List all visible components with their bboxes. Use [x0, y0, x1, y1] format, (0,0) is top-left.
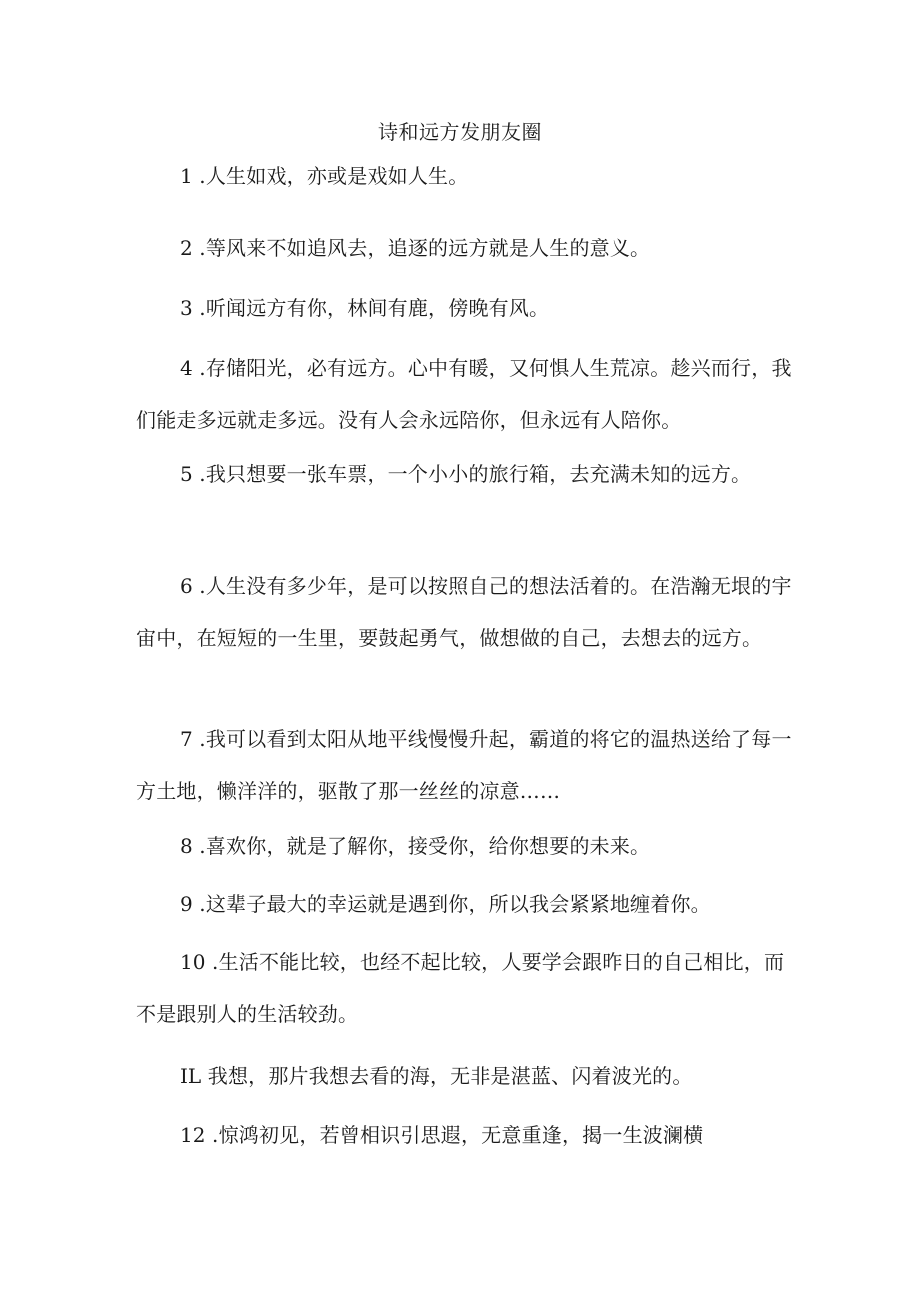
- item-text: 我想，那片我想去看的海，无非是湛蓝、闪着波光的。: [207, 1064, 693, 1088]
- list-item-7: 7 .我可以看到太阳从地平线慢慢升起，霸道的将它的温热送给了每一方土地，懒洋洋的，驱散了那一丝丝的凉意……: [136, 727, 792, 803]
- item-text: 惊鸿初见，若曾相识引思遐，无意重逢，揭一生波澜横: [218, 1123, 704, 1147]
- item-number: 7: [180, 727, 193, 751]
- item-number: 3: [180, 296, 193, 320]
- list-item-6: 6 .人生没有多少年，是可以按照自己的想法活着的。在浩瀚无垠的宇宙中，在短短的一生里，要鼓起勇气，做想做的自己，去想去的远方。: [136, 574, 792, 650]
- item-number: 2: [180, 236, 193, 260]
- item-text: 等风来不如追风去，追逐的远方就是人生的意义。: [205, 236, 651, 260]
- item-text: 喜欢你，就是了解你，接受你，给你想要的未来。: [205, 834, 651, 858]
- item-text: 听闻远方有你，林间有鹿，傍晚有风。: [205, 296, 550, 320]
- list-item-8: 8 .喜欢你，就是了解你，接受你，给你想要的未来。: [180, 834, 651, 858]
- list-item-12: 12 .惊鸿初见，若曾相识引思遐，无意重逢，揭一生波澜横: [180, 1123, 704, 1147]
- list-item-10: 10 .生活不能比较，也经不起比较，人要学会跟昨日的自己相比，而不是跟别人的生活较劲。: [136, 950, 785, 1026]
- list-item-1: 1 .人生如戏，亦或是戏如人生。: [180, 164, 469, 188]
- item-number: 4: [180, 356, 193, 380]
- document-title: 诗和远方发朋友圈: [378, 120, 542, 144]
- item-number: 5: [180, 462, 193, 486]
- item-number: 12: [180, 1123, 206, 1147]
- list-item-3: 3 .听闻远方有你，林间有鹿，傍晚有风。: [180, 296, 550, 320]
- list-item-2: 2 .等风来不如追风去，追逐的远方就是人生的意义。: [180, 236, 651, 260]
- item-number: IL: [180, 1064, 202, 1088]
- list-item-9: 9 .这辈子最大的幸运就是遇到你，所以我会紧紧地缠着你。: [180, 892, 711, 916]
- item-text: 这辈子最大的幸运就是遇到你，所以我会紧紧地缠着你。: [205, 892, 711, 916]
- list-item-5: 5 .我只想要一张车票，一个小小的旅行箱，去充满未知的远方。: [180, 462, 752, 486]
- item-text: 生活不能比较，也经不起比较，人要学会跟昨日的自己相比，而不是跟别人的生活较劲。: [136, 950, 785, 1026]
- item-number: 9: [180, 892, 193, 916]
- list-item-11: [136, 1050, 796, 1102]
- item-number: 8: [180, 834, 193, 858]
- item-text: 我可以看到太阳从地平线慢慢升起，霸道的将它的温热送给了每一方土地，懒洋洋的，驱散了那一丝丝的凉意……: [136, 727, 792, 803]
- item-number: 10: [180, 950, 206, 974]
- item-text: 人生如戏，亦或是戏如人生。: [205, 164, 469, 188]
- item-number: 1: [180, 164, 193, 188]
- list-item-4: 4 .存储阳光，必有远方。心中有暖，又何惧人生荒凉。趁兴而行，我们能走多远就走多远。没有人会永远陪你，但永远有人陪你。: [136, 356, 792, 432]
- item-text: 人生没有多少年，是可以按照自己的想法活着的。在浩瀚无垠的宇宙中，在短短的一生里，要鼓起勇气，做想做的自己，去想去的远方。: [136, 574, 792, 650]
- item-text: 存储阳光，必有远方。心中有暖，又何惧人生荒凉。趁兴而行，我们能走多远就走多远。没有人会永远陪你，但永远有人陪你。: [136, 356, 792, 432]
- item-number: 6: [180, 574, 193, 598]
- item-text: 我只想要一张车票，一个小小的旅行箱，去充满未知的远方。: [205, 462, 752, 486]
